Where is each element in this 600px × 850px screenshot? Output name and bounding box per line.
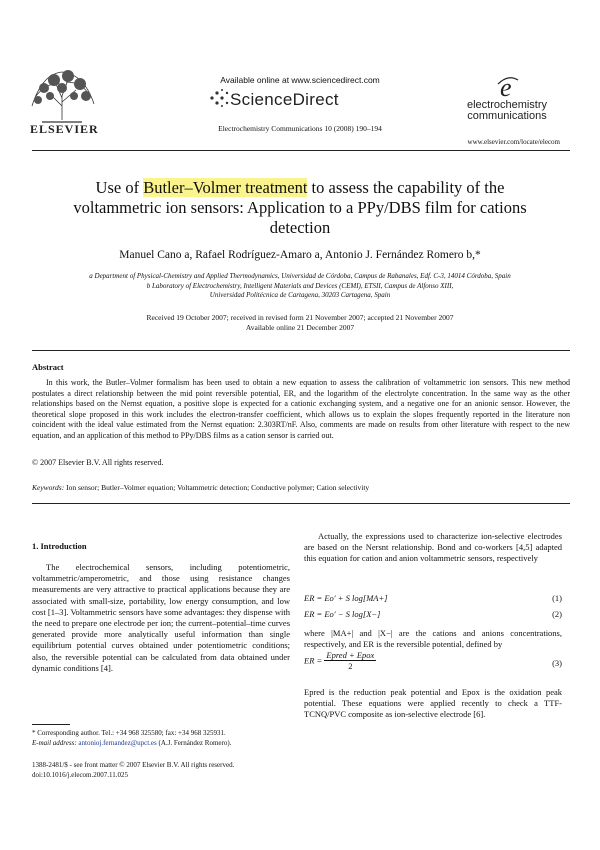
equation-3: ER = $\frac{\text{Epred + Epox}}{2}$ (3) xyxy=(304,650,562,671)
author-list: Manuel Cano a, Rafael Rodríguez-Amaro a, Antonio J. Fernández Romero b,* xyxy=(119,249,481,261)
section-heading-introduction: 1. Introduction xyxy=(32,541,87,551)
right-paragraph: Actually, the expressions used to characterize ion-selective electrodes are based on the Nersnt relationship. Bond and co-workers [4,5] adapted this equation for cation and anion voltammetric sensors, respectively xyxy=(304,531,562,564)
abstract-copyright: © 2007 Elsevier B.V. All rights reserved. xyxy=(32,458,164,467)
electrochemistry-logo-icon xyxy=(478,72,538,102)
issn-line: 1388-2481/$ - see front matter © 2007 Elsevier B.V. All rights reserved. xyxy=(32,761,235,769)
article-title: Use of Butler–Volmer treatment to assess the capability of the voltammetric ion sensors: Application to a PPy/DBS film for cations detection xyxy=(73,178,527,237)
keywords: Keywords: Ion sensor; Butler–Volmer equation; Voltammetric detection; Conductive polymer; Cation selectivity xyxy=(32,483,370,492)
intro-paragraph: The electrochemical sensors, including potentiometric, voltammetric/amperometric, and those using resistance changes measurements are very attractive to practical applications because they are associated with small-size, portability, low energy consumption, and low cost [1–3]. Voltammetric sensors have some advantages: they dispense with the need to prepare one electrode per ion; the current–potential–time curves generated provide more analytically useful information than single equilibrium potential curves obtained under potentiometric conditions; also, the reversible potential can be calculated from data obtained under dynamic conditions [4]. xyxy=(32,562,290,673)
after-eq3-paragraph: Epred is the reduction peak potential and Epox is the oxidation peak potential. These equations were applied recently to check a TTF-TCNQ/PVC composite as ion-selective electrode [6]. xyxy=(304,687,562,720)
affiliation-b: b Laboratory of Electrochemistry, Intelligent Materials and Devices (CEMI), ETSII, Campus de Alfonso XIII, xyxy=(146,281,454,290)
equation-1: ER = Eo′ + S log[MA+] (1) xyxy=(304,593,562,603)
journal-citation: Electrochemistry Communications 10 (2008) 190–194 xyxy=(218,124,382,133)
equation-1-number: (1) xyxy=(552,593,562,603)
available-online-date: Available online 21 December 2007 xyxy=(245,323,355,332)
sciencedirect-wordmark: ScienceDirect xyxy=(230,90,339,109)
equation-2: ER = Eo′ − S log[X−] (2) xyxy=(304,609,562,619)
journal-url[interactable]: www.elsevier.com/locate/elecom xyxy=(467,138,560,146)
available-online-text: Available online at www.sciencedirect.com xyxy=(220,75,380,85)
abstract-text: In this work, the Butler–Volmer formalism has been used to obtain a new equation to assess the calibration of voltammetric ion sensors. This new method postulates a direct relationship between the mid point reversible potential, ER, and the logarithm of the electrolyte concentration. In the same way as the other relationships based on the Nernst equation, a positive slope is expected for a cationic exchanging system, and a negative one for an anionic sensor. However, the theoretical slope proposed in this work includes the electron-transfer coefficient, which allows us to explain the slopes frequently reported in the literature non coincident with the ideal value estimated from the Nernst equation: 2.303RT/nF. Also, comments are made on results from other literature with respect to the new equation, and an application of this method to PPy/DBS films as a cation sensor is carried out. xyxy=(32,378,570,440)
article-dates xyxy=(60,313,540,333)
journal-logo-name: electrochemistry communications xyxy=(466,99,548,122)
affiliation-a: a Department of Physical-Chemistry and Applied Thermodynamics, Universidad de Córdoba, Campus de Rabanales, Edf. C-3, 14014 Córdoba, Spain xyxy=(89,272,511,280)
header-rule xyxy=(32,150,570,151)
publisher-name: ELSEVIER xyxy=(30,122,99,136)
svg-text:e: e xyxy=(500,73,512,102)
equation-3-fraction: $\frac{\text{Epred + Epox}}{2}$ xyxy=(326,650,375,671)
affiliations xyxy=(40,272,560,301)
equation-3-number: (3) xyxy=(552,658,562,668)
corresponding-author-footnote: * Corresponding author. Tel.: +34 968 325580; fax: +34 968 325931. E-mail address: antonioj.fernandez@upct.es (A.J. Fernández Romero). xyxy=(32,729,232,747)
email-link[interactable]: antonioj.fernandez@upct.es xyxy=(78,739,157,747)
equation-2-number: (2) xyxy=(552,609,562,619)
abstract-bottom-rule xyxy=(32,503,570,504)
where-paragraph: where |MA+| and |X−| are the cations and anions concentrations, respectively, and ER is the reversible potential, defined by xyxy=(304,628,562,650)
footnote-rule xyxy=(32,724,70,725)
title-highlight: Butler–Volmer treatment xyxy=(143,178,308,197)
doi-line[interactable]: doi:10.1016/j.elecom.2007.11.025 xyxy=(32,771,128,779)
issn-doi xyxy=(32,760,290,780)
sciencedirect-logo-icon xyxy=(208,88,230,108)
received-dates: Received 19 October 2007; received in revised form 21 November 2007; accepted 21 November 2007 xyxy=(146,313,454,322)
abstract-top-rule xyxy=(32,350,570,351)
affiliation-b-line2: Universidad Politécnica de Cartagena, 30203 Cartagena, Spain xyxy=(209,291,391,299)
abstract-heading: Abstract xyxy=(32,362,64,372)
